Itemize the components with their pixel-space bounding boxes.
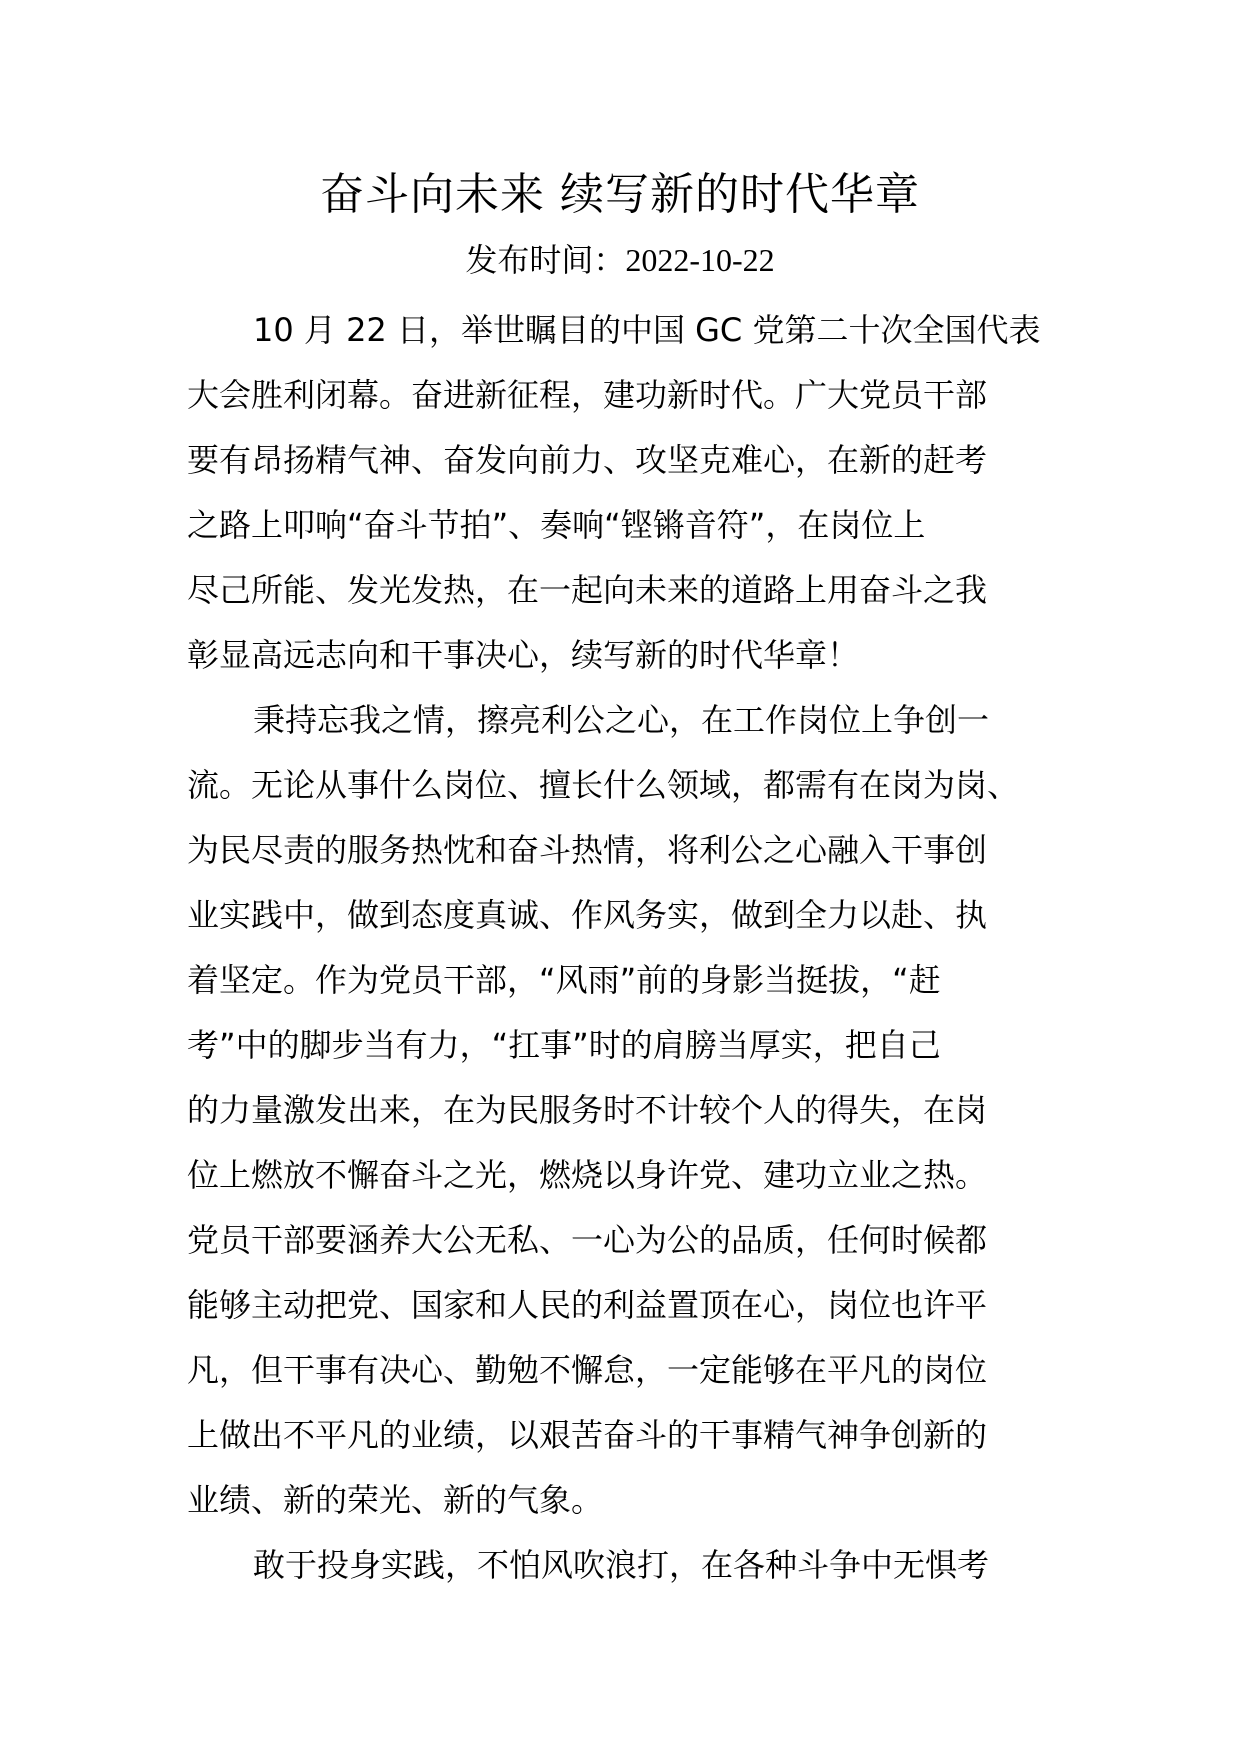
article-body — [187, 298, 1067, 1598]
text-line: 秉持忘我之情，擦亮利公之心，在工作岗位上争创一 — [253, 701, 990, 739]
text-line: 能够主动把党、国家和人民的利益置顶在心，岗位也许平 — [187, 1286, 988, 1324]
text-line: 业绩、新的荣光、新的气象。 — [187, 1481, 604, 1519]
text-line: 流。无论从事什么岗位、擅长什么领域，都需有在岗为岗、 — [187, 766, 1020, 804]
text-line: 位上燃放不懈奋斗之光，燃烧以身许党、建功立业之热。 — [187, 1156, 988, 1194]
text-line: 党员干部要涵养大公无私、一心为公的品质，任何时候都 — [187, 1221, 988, 1259]
text-line: 之路上叩响“奋斗节拍”、奏响“铿锵音符”，在岗位上 — [187, 506, 926, 544]
text-line: 尽己所能、发光发热，在一起向未来的道路上用奋斗之我 — [187, 571, 988, 609]
text-line: 彰显高远志向和干事决心，续写新的时代华章！ — [187, 636, 860, 674]
text-line: 业实践中，做到态度真诚、作风务实，做到全力以赴、执 — [187, 896, 988, 934]
text-line: 上做出不平凡的业绩，以艰苦奋斗的干事精气神争创新的 — [187, 1416, 988, 1454]
publish-date-label: 发布时间： — [465, 241, 626, 279]
text-line: 要有昂扬精气神、奋发向前力、攻坚克难心，在新的赶考 — [187, 441, 988, 479]
text-line: 敢于投身实践，不怕风吹浪打，在各种斗争中无惧考 — [253, 1546, 990, 1584]
text-line: 10 月 22 日，举世瞩目的中国 GC 党第二十次全国代表 — [253, 311, 1041, 349]
text-line: 凡，但干事有决心、勤勉不懈怠，一定能够在平凡的岗位 — [187, 1351, 988, 1389]
text-line: 着坚定。作为党员干部，“风雨”前的身影当挺拔，“赶 — [187, 961, 941, 999]
text-line: 为民尽责的服务热忱和奋斗热情，将利公之心融入干事创 — [187, 831, 988, 869]
text-line: 的力量激发出来，在为民服务时不计较个人的得失，在岗 — [187, 1091, 988, 1129]
text-line: 考”中的脚步当有力，“扛事”时的肩膀当厚实，把自己 — [187, 1026, 941, 1064]
document-title: 奋斗向未来 续写新的时代华章 — [320, 169, 920, 220]
publish-date — [0, 238, 1240, 282]
text-line: 大会胜利闭幕。奋进新征程，建功新时代。广大党员干部 — [187, 376, 988, 414]
publish-date-value: 2022-10-22 — [625, 242, 775, 278]
